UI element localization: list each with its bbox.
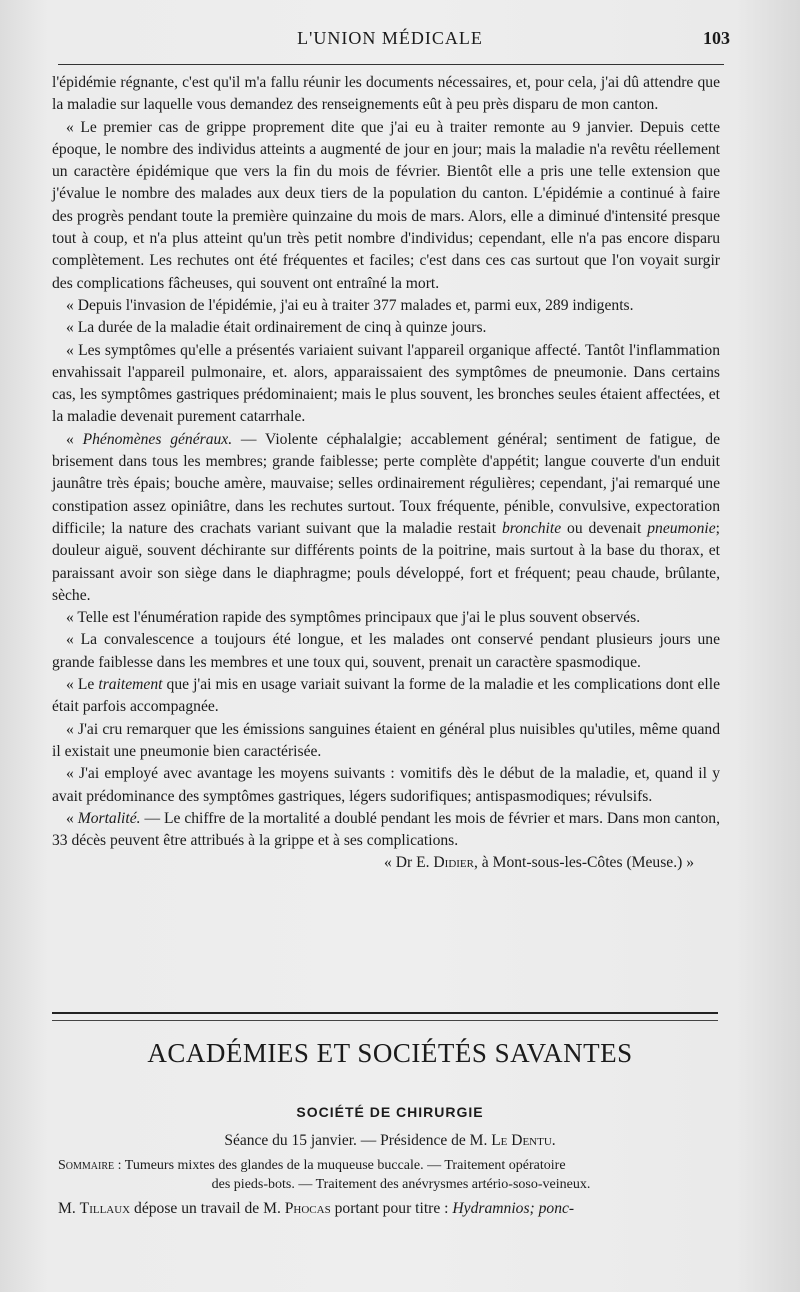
term-italic: pneumonie — [647, 519, 716, 537]
paragraph: « La durée de la maladie était ordinairement de cinq à quinze jours. — [66, 319, 487, 337]
running-head — [50, 28, 730, 54]
quote-mark: « Le — [66, 676, 99, 694]
session-report-start: M. Tillaux dépose un travail de M. Phocas portant pour titre : Hydramnios; ponc- — [58, 1200, 575, 1217]
header-rule — [58, 64, 724, 65]
paragraph: « Les symptômes qu'elle a présentés variaient suivant l'appareil organique affecté. Tantôt l'inflammation envahissait l'appareil pulmonaire, et. alors, apparaissaient des symptômes de pneumonie. Dans certains cas, les symptômes gastriques prédominaient; mais le plus souvent, les bronches seules étaient affectées, et la maladie devenait purement catarrhale. — [52, 341, 720, 426]
quote-mark: « — [66, 430, 83, 448]
paragraph: l'épidémie régnante, c'est qu'il m'a fallu réunir les documents nécessaires, et, pour cela, j'ai dû attendre que la maladie sur laquelle vous demandez des renseignements eût à peu près disparu de mon canton. — [52, 74, 720, 114]
speaker-name: Tillaux — [79, 1200, 131, 1217]
summary-text: : Tumeurs mixtes des glandes de la muqueuse buccale. — Traitement opératoire — [114, 1158, 566, 1173]
section-heading: ACADÉMIES ET SOCIÉTÉS SAVANTES — [147, 1038, 633, 1068]
work-title-italic: Hydramnios; ponc- — [452, 1200, 575, 1217]
quote-mark: « — [66, 809, 78, 827]
page-number: 103 — [703, 28, 730, 48]
term-italic: traitement — [98, 676, 163, 694]
summary-continuation: des pieds-bots. — Traitement des anévrysmes artério-soso-veineux. — [211, 1177, 591, 1192]
section-divider — [52, 1012, 718, 1021]
paragraph-text: — Le chiffre de la mortalité a doublé pendant les mois de février et mars. Dans mon canton, 33 décès peuvent être attribués à la grippe et à ses complications. — [52, 809, 720, 850]
session-summary — [58, 1156, 724, 1194]
paragraph-general-phenomena — [52, 429, 720, 607]
president-name: Le Dentu — [491, 1132, 552, 1149]
article-body — [52, 72, 720, 875]
paragraph-mortality — [52, 808, 720, 853]
journal-title: L'UNION MÉDICALE — [297, 28, 483, 48]
paragraph: « J'ai employé avec avantage les moyens suivants : vomitifs dès le début de la maladie, et, quand il y avait prédominance des symptômes gastriques, légers sudorifiques; antispasmodiques; révulsifs. — [52, 765, 720, 805]
summary-label: Sommaire — [58, 1158, 115, 1173]
paragraph-text: ou devenait — [561, 519, 648, 537]
term-italic: bronchite — [501, 519, 562, 537]
session-line: Séance du 15 janvier. — Présidence de M. Le Dentu. — [224, 1132, 556, 1149]
paragraph-text: — Violente céphalalgie; accablement général; sentiment de fatigue, de brisement dans tous les membres; grande faiblesse; perte complète d'appétit; langue couverte d'un enduit jaunâtre très épais; bouche amère, mauvaise; selles ordinairement régulières; cependant, j'ai remarqué une constipation assez opiniâtre, dans les rechutes surtout. Toux fréquente, pénible, convulsive, expectoration difficile; la nature des crachats variant suivant que la maladie restait — [52, 430, 720, 537]
author-name: Phocas — [284, 1200, 331, 1217]
paragraph: « Telle est l'énumération rapide des symptômes principaux que j'ai le plus souvent observés. — [66, 609, 641, 627]
paragraph-treatment — [52, 674, 720, 719]
subheading-italic: Mortalité. — [77, 809, 141, 827]
paragraph: « La convalescence a toujours été longue, et les malades ont conservé pendant plusieurs jours une grande faiblesse dans les membres et une toux qui, souvent, prenait un caractère spasmodique. — [52, 631, 720, 671]
society-name: SOCIÉTÉ DE CHIRURGIE — [296, 1104, 484, 1120]
paragraph-text: que j'ai mis en usage variait suivant la forme de la maladie et les complications dont elle était parfois accompagnée. — [52, 676, 720, 716]
paragraph: « Depuis l'invasion de l'épidémie, j'ai eu à traiter 377 malades et, parmi eux, 289 indigents. — [66, 296, 634, 314]
paragraph: « J'ai cru remarquer que les émissions sanguines étaient en général plus nuisibles qu'utiles, même quand il existait une pneumonie bien caractérisée. — [52, 720, 720, 760]
paragraph-text: ; douleur aiguë, souvent déchirante sur différents points de la poitrine, mais surtout à la base du thorax, et paraissant avoir son siège dans le diaphragme; pouls développé, fort et fréquent; peau chaude, brûlante, sèche. — [52, 519, 720, 604]
paragraph: « Le premier cas de grippe proprement dite que j'ai eu à traiter remonte au 9 janvier. Depuis cette époque, le nombre des individus atteints a augmenté de jour en jour; mais la maladie n'a revêtu réellement un caractère épidémique que vers la fin du mois de février. Bientôt elle a pris une telle extension que j'évalue le nombre des malades aux deux tiers de la population du canton. L'épidémie a continué à faire des progrès pendant toute la première quinzaine du mois de mars. Alors, elle a diminué d'intensité presque tout à coup, et n'a plus atteint qu'un très petit nombre d'individus; cependant, elle n'a pas encore disparu complètement. Les rechutes ont été fréquentes et faciles; c'est dans ces cas surtout que l'on voyait surgir des complications fâcheuses, qui souvent ont entraîné la mort. — [52, 118, 720, 292]
signature: « Dr E. Didier, à Mont-sous-les-Côtes (Meuse.) » — [384, 854, 694, 872]
author-name: Didier — [433, 854, 474, 872]
subheading-italic: Phénomènes généraux. — [82, 430, 233, 448]
